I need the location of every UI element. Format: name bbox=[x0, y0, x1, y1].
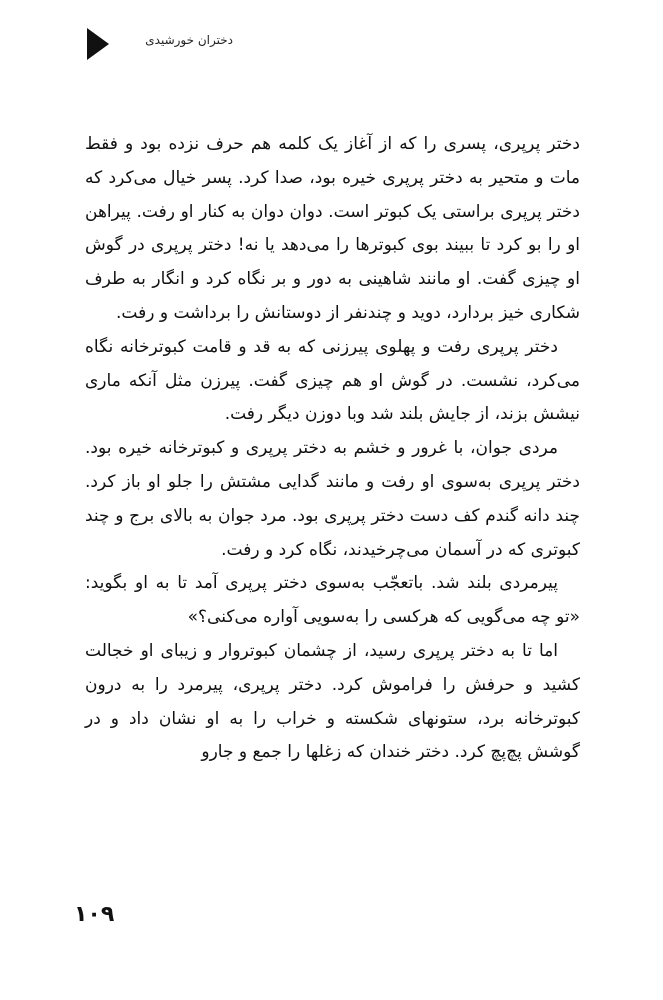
paragraph: مردی جوان، با غرور و خشم به دختر پرپری و کبوترخانه خیره بود. دختر پرپری به‌سوی او رفت و مانند گدایی مشتش را جلو او باز کرد. چند دانه گندم کف دست دختر پرپری بود. مرد جوان به بالای برج و چند کبوتری که در آسمان می‌چرخیدند، نگاه کرد و رفت. bbox=[85, 438, 580, 560]
body-text bbox=[85, 128, 580, 770]
paragraph: اما تا به دختر پرپری رسید، از چشمان کبوتروار و زیبای او خجالت کشید و حرفش را فراموش کرد. دختر پرپری، پیرمرد را به درون کبوترخانه برد، ستونهای شکسته و خراب را به او نشان داد و در گوشش پچ‌پچ کرد. دختر خندان که زغلها را جمع و جارو bbox=[85, 640, 580, 763]
running-title: دختران خورشیدی bbox=[145, 33, 233, 47]
paragraph: دختر پرپری رفت و پهلوی پیرزنی که به قد و قامت کبوترخانه نگاه می‌کرد، نشست. در گوش او هم چیزی گفت. پیرزن مثل آنکه ماری نیشش بزند، از جایش بلند شد وبا دوزن دیگر رفت. bbox=[85, 336, 580, 425]
paragraph: دختر پرپری، پسری را که از آغاز یک کلمه هم حرف نزده بود و فقط مات و متحیر به دختر پرپری خیره بود، صدا کرد. پسر خیال می‌کرد که دختر پرپری براستی یک کبوتر است. دوان دوان به کنار او رفت. پیراهن او را بو کرد تا ببیند بوی کبوترها را می‌دهد یا نه! دختر پرپری در گوش او چیزی گفت. او مانند شاهینی به دور و بر نگاه کرد و انگار به طرف شکاری خیز بردارد، دوید و چندنفر از دوستانش را برداشت و رفت. bbox=[85, 134, 580, 323]
page-number: ۱۰۹ bbox=[74, 902, 115, 927]
chapter-marker-icon bbox=[87, 28, 109, 60]
paragraph: پیرمردی بلند شد. باتعجّب به‌سوی دختر پرپری آمد تا به او بگوید: «تو چه می‌گویی که هرکسی را به‌سویی آواره می‌کنی؟» bbox=[85, 573, 580, 628]
